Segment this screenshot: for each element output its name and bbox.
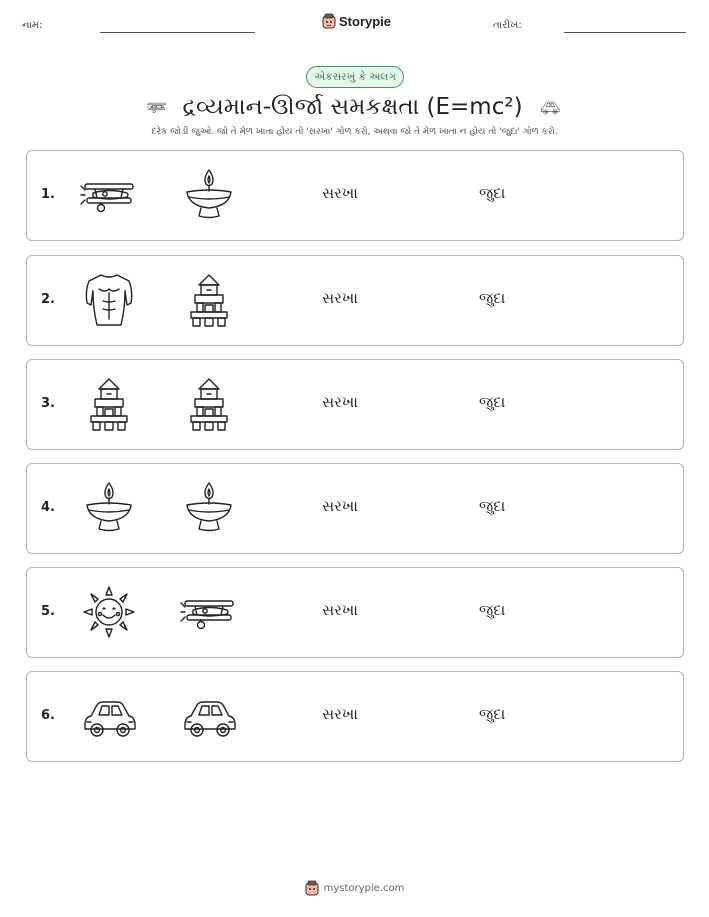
question-number: 3. [41,396,55,411]
question-card [26,463,684,554]
diya-picture [179,164,239,226]
question-number: 2. [41,292,55,307]
different-option[interactable]: જુદા [479,601,506,619]
car-picture [79,685,139,747]
same-option[interactable]: સરખા [322,393,358,411]
block-tower-picture [79,373,139,435]
diya-picture [179,477,239,539]
instructions: દરેક જોડી જુઓ. જો તે મેળ ખાતા હોય તો 'સરખા' ગોળ કરો, અથવા જો તે મેળ ખાતા ન હોય તો 'જુદા' ગોળ કરો. [151,127,558,137]
sun-picture [79,581,139,643]
title-row [0,88,709,126]
question-card [26,359,684,450]
different-option[interactable]: જુદા [479,393,506,411]
block-tower-picture [179,269,239,331]
name-label: નામ: [22,20,43,31]
same-option[interactable]: સરખા [322,601,358,619]
question-card [26,567,684,658]
question-card [26,150,684,241]
airplane-picture [179,581,239,643]
same-option[interactable]: સરખા [322,289,358,307]
storypie-mascot-icon [305,880,319,896]
question-card [26,671,684,762]
worksheet-type-badge: એકસરખું કે અલગ [306,66,404,88]
different-option[interactable]: જુદા [479,184,506,202]
page-title: દ્રવ્યમાન-ઊર્જા સમકક્ષતા (E=mc²) [182,94,523,120]
date-field-line[interactable] [564,32,686,33]
question-number: 1. [41,187,55,202]
question-number: 5. [41,604,55,619]
same-option[interactable]: સરખા [322,184,358,202]
question-number: 4. [41,500,55,515]
airplane-picture [79,164,139,226]
airplane-icon [142,96,172,118]
same-option[interactable]: સરખા [322,705,358,723]
different-option[interactable]: જુદા [479,497,506,515]
car-picture [179,685,239,747]
same-option[interactable]: સરખા [322,497,358,515]
footer-site: mystorypie.com [323,882,405,894]
storypie-mascot-icon [322,13,336,29]
date-label: તારીખ: [493,20,522,31]
different-option[interactable]: જુદા [479,705,506,723]
footer [0,880,709,896]
torso-picture [79,269,139,331]
name-field-line[interactable] [100,32,255,33]
question-number: 6. [41,708,55,723]
brand-name: Storypie [339,13,392,29]
diya-picture [79,477,139,539]
block-tower-picture [179,373,239,435]
worksheet-header [0,0,709,48]
car-icon [533,96,567,118]
brand-logo [322,13,391,29]
question-card [26,255,684,346]
different-option[interactable]: જુદા [479,289,506,307]
